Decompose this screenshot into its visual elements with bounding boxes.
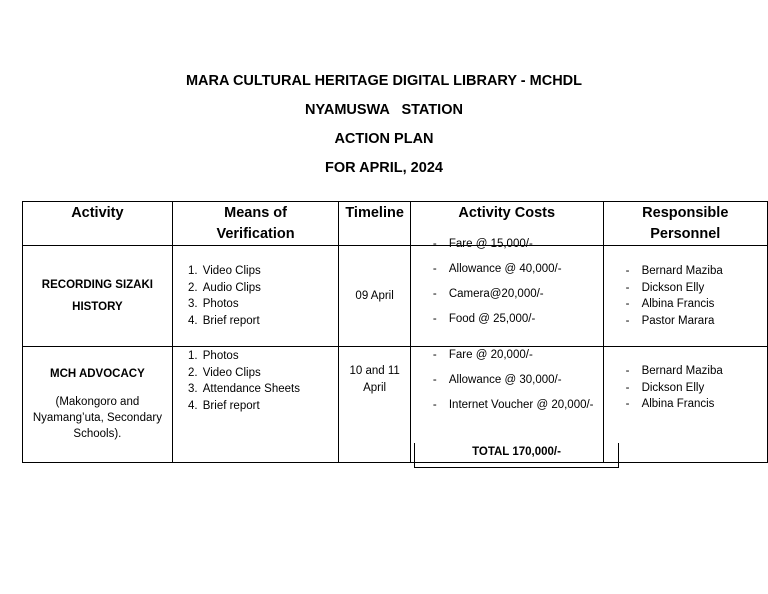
list-item: - Bernard Maziba — [604, 363, 767, 380]
period-title: FOR APRIL, 2024 — [325, 160, 443, 176]
col-means: Means of Verification — [172, 202, 339, 246]
list-item: 2. Video Clips — [201, 365, 339, 382]
costs-cell — [410, 238, 603, 347]
org-title: MARA CULTURAL HERITAGE DIGITAL LIBRARY - MCHDL — [185, 73, 583, 89]
means-list — [173, 348, 339, 414]
list-item: - Albina Francis — [604, 396, 767, 413]
col-costs: Activity Costs — [410, 202, 603, 246]
activity-cell — [23, 246, 173, 347]
list-item: - Pastor Marara — [604, 313, 767, 330]
plan-title: ACTION PLAN — [334, 131, 434, 147]
personnel-cell — [603, 246, 767, 347]
list-item: 4. Brief report — [201, 398, 339, 415]
list-item: - Internet Voucher @ 20,000/- — [411, 397, 603, 422]
personnel-list — [604, 263, 767, 329]
col-timeline: Timeline — [339, 202, 411, 246]
timeline-cell: 09 April — [339, 246, 411, 347]
activity-name: MCH ADVOCACY — [49, 367, 145, 380]
activity-cell — [23, 347, 173, 463]
station-title: NYAMUSWA STATION — [305, 102, 463, 118]
list-item: - Allowance @ 40,000/- — [411, 261, 603, 286]
list-item: 3. Photos — [201, 296, 339, 313]
costs-list — [411, 347, 603, 422]
col-activity: Activity — [23, 202, 173, 246]
activity-name: RECORDING SIZAKI — [41, 279, 153, 291]
means-list — [173, 263, 339, 329]
means-cell — [172, 347, 339, 463]
table-row — [23, 246, 768, 347]
table-header-row — [23, 202, 768, 246]
list-item: - Fare @ 20,000/- — [411, 347, 603, 372]
costs-list — [411, 236, 603, 336]
personnel-list — [604, 363, 767, 413]
list-item: - Albina Francis — [604, 296, 767, 313]
activity-location: (Makongoro and Nyamang’uta, Secondary Schools). — [32, 395, 162, 440]
total-cost: TOTAL 170,000/- — [414, 443, 619, 468]
list-item: - Camera@20,000/- — [411, 286, 603, 311]
list-item: - Allowance @ 30,000/- — [411, 372, 603, 397]
list-item: - Dickson Elly — [604, 280, 767, 297]
list-item: - Bernard Maziba — [604, 263, 767, 280]
list-item: 4. Brief report — [201, 313, 339, 330]
action-plan-table — [22, 201, 768, 463]
list-item: - Fare @ 15,000/- — [411, 236, 603, 261]
list-item: 1. Video Clips — [201, 263, 339, 280]
means-cell — [172, 246, 339, 347]
list-item: 3. Attendance Sheets — [201, 381, 339, 398]
table-row — [23, 347, 768, 463]
list-item: - Food @ 25,000/- — [411, 311, 603, 336]
list-item: 2. Audio Clips — [201, 280, 339, 297]
list-item: 1. Photos — [201, 348, 339, 365]
list-item: - Dickson Elly — [604, 380, 767, 397]
activity-name-cont: HISTORY — [72, 301, 123, 313]
personnel-cell — [603, 347, 767, 463]
timeline-cell: 10 and 11 April — [339, 347, 411, 463]
col-personnel: Responsible Personnel — [603, 202, 767, 246]
document-header — [0, 70, 768, 186]
